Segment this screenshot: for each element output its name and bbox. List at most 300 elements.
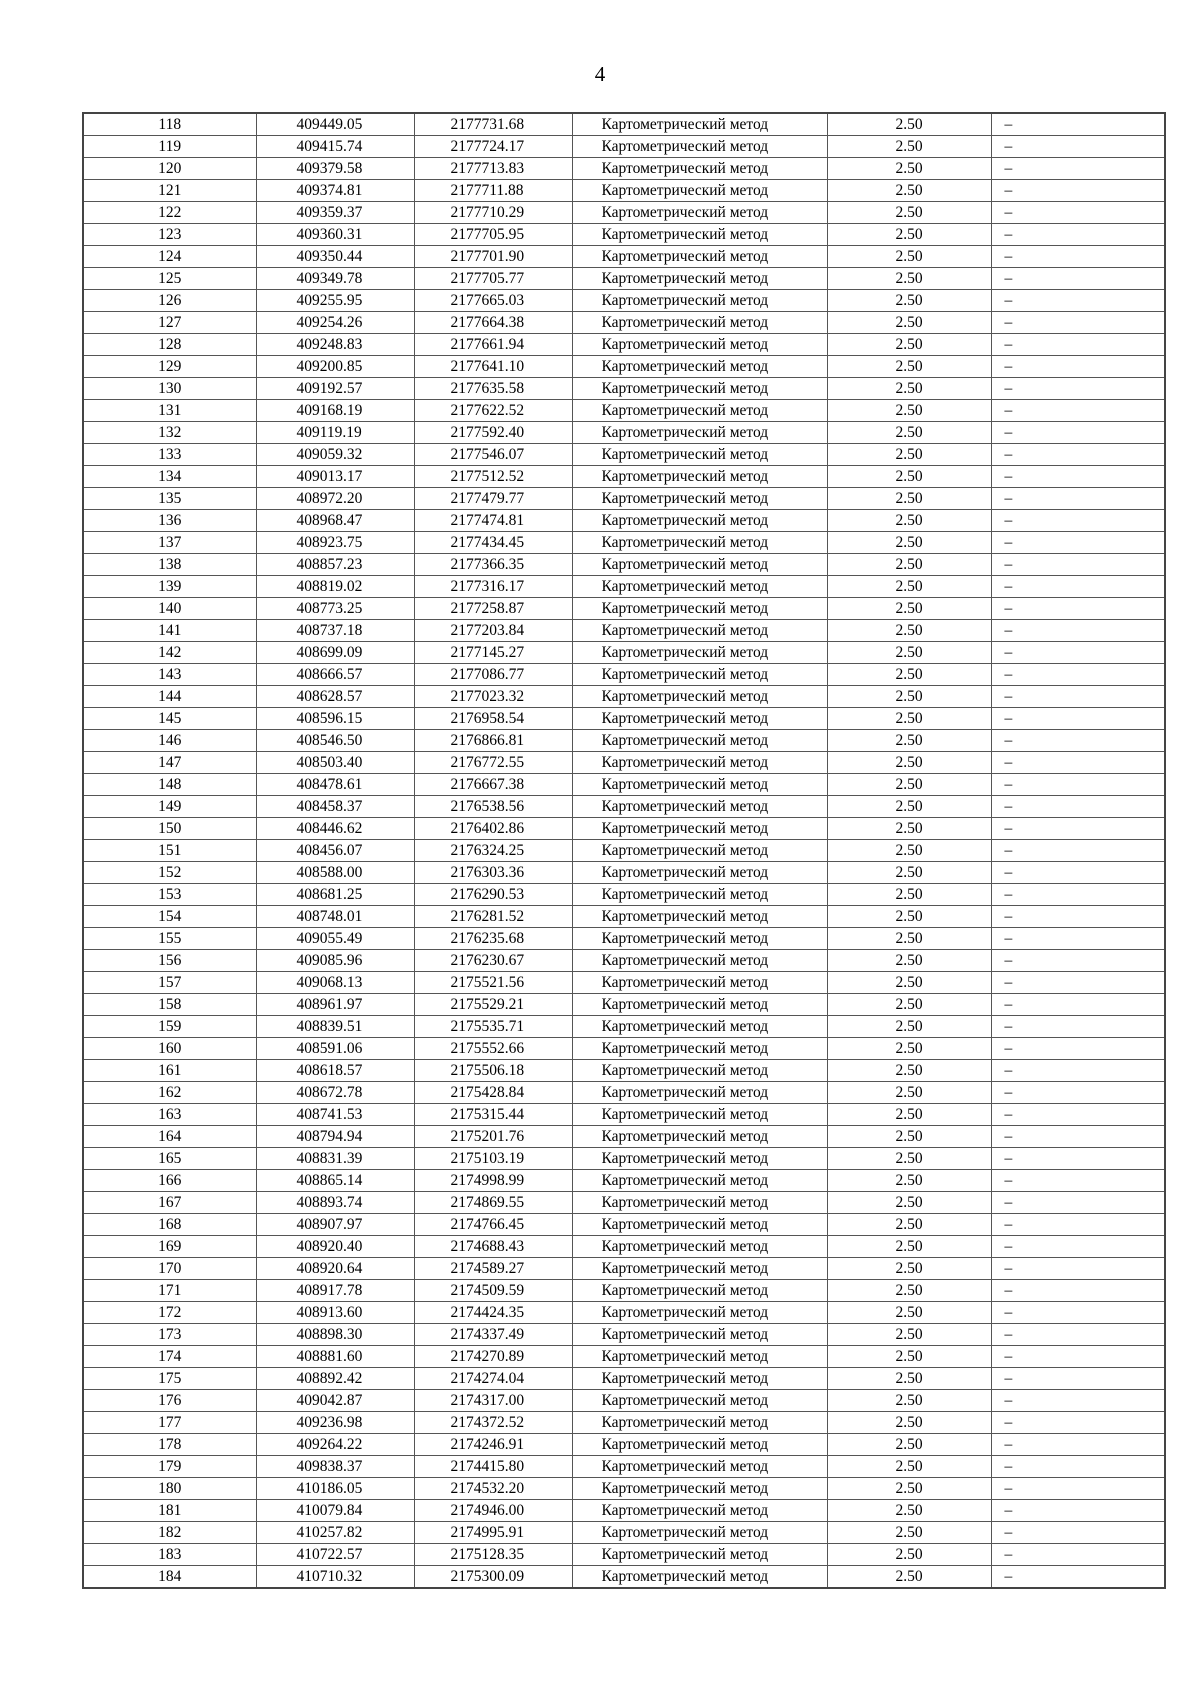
point-number-cell: 158 (83, 994, 256, 1016)
method-cell: Картометрический метод (572, 576, 827, 598)
table-row (83, 1082, 1165, 1104)
table-row (83, 202, 1165, 224)
method-cell: Картометрический метод (572, 774, 827, 796)
method-cell: Картометрический метод (572, 906, 827, 928)
table-row (83, 1544, 1165, 1566)
precision-cell: 2.50 (827, 268, 991, 290)
method-cell: Картометрический метод (572, 796, 827, 818)
description-cell: – (991, 884, 1165, 906)
point-number-cell: 156 (83, 950, 256, 972)
description-cell: – (991, 1456, 1165, 1478)
precision-cell: 2.50 (827, 224, 991, 246)
table-row (83, 642, 1165, 664)
coordinate-y-cell: 2174424.35 (414, 1302, 572, 1324)
description-cell: – (991, 1126, 1165, 1148)
coordinate-x-cell: 408819.02 (256, 576, 414, 598)
description-cell: – (991, 664, 1165, 686)
coordinate-y-cell: 2175521.56 (414, 972, 572, 994)
method-cell: Картометрический метод (572, 1522, 827, 1544)
point-number-cell: 155 (83, 928, 256, 950)
precision-cell: 2.50 (827, 554, 991, 576)
coordinate-y-cell: 2174995.91 (414, 1522, 572, 1544)
point-number-cell: 135 (83, 488, 256, 510)
precision-cell: 2.50 (827, 444, 991, 466)
method-cell: Картометрический метод (572, 113, 827, 136)
coordinate-y-cell: 2177641.10 (414, 356, 572, 378)
table-row (83, 334, 1165, 356)
description-cell: – (991, 1104, 1165, 1126)
method-cell: Картометрический метод (572, 466, 827, 488)
precision-cell: 2.50 (827, 796, 991, 818)
table-row (83, 1412, 1165, 1434)
method-cell: Картометрический метод (572, 994, 827, 1016)
point-number-cell: 143 (83, 664, 256, 686)
method-cell: Картометрический метод (572, 928, 827, 950)
description-cell: – (991, 1412, 1165, 1434)
coordinate-y-cell: 2177710.29 (414, 202, 572, 224)
precision-cell: 2.50 (827, 488, 991, 510)
coordinate-x-cell: 408773.25 (256, 598, 414, 620)
coordinate-y-cell: 2177635.58 (414, 378, 572, 400)
point-number-cell: 137 (83, 532, 256, 554)
coordinate-y-cell: 2177664.38 (414, 312, 572, 334)
coordinate-x-cell: 408913.60 (256, 1302, 414, 1324)
point-number-cell: 150 (83, 818, 256, 840)
coordinate-x-cell: 409264.22 (256, 1434, 414, 1456)
point-number-cell: 163 (83, 1104, 256, 1126)
point-number-cell: 123 (83, 224, 256, 246)
precision-cell: 2.50 (827, 1280, 991, 1302)
method-cell: Картометрический метод (572, 1434, 827, 1456)
coordinate-y-cell: 2177731.68 (414, 113, 572, 136)
description-cell: – (991, 1192, 1165, 1214)
table-row (83, 444, 1165, 466)
table-row (83, 972, 1165, 994)
coordinate-y-cell: 2177592.40 (414, 422, 572, 444)
point-number-cell: 173 (83, 1324, 256, 1346)
method-cell: Картометрический метод (572, 1368, 827, 1390)
description-cell: – (991, 1368, 1165, 1390)
point-number-cell: 132 (83, 422, 256, 444)
description-cell: – (991, 862, 1165, 884)
point-number-cell: 130 (83, 378, 256, 400)
description-cell: – (991, 422, 1165, 444)
point-number-cell: 184 (83, 1566, 256, 1589)
coordinate-y-cell: 2176772.55 (414, 752, 572, 774)
coordinate-y-cell: 2176290.53 (414, 884, 572, 906)
point-number-cell: 172 (83, 1302, 256, 1324)
description-cell: – (991, 686, 1165, 708)
coordinate-x-cell: 408596.15 (256, 708, 414, 730)
point-number-cell: 179 (83, 1456, 256, 1478)
description-cell: – (991, 224, 1165, 246)
description-cell: – (991, 1236, 1165, 1258)
point-number-cell: 141 (83, 620, 256, 642)
method-cell: Картометрический метод (572, 730, 827, 752)
description-cell: – (991, 268, 1165, 290)
description-cell: – (991, 1544, 1165, 1566)
table-row (83, 686, 1165, 708)
method-cell: Картометрический метод (572, 356, 827, 378)
coordinate-y-cell: 2177711.88 (414, 180, 572, 202)
description-cell: – (991, 312, 1165, 334)
point-number-cell: 174 (83, 1346, 256, 1368)
table-row (83, 378, 1165, 400)
table-row (83, 510, 1165, 532)
coordinate-x-cell: 409374.81 (256, 180, 414, 202)
method-cell: Картометрический метод (572, 246, 827, 268)
description-cell: – (991, 598, 1165, 620)
description-cell: – (991, 950, 1165, 972)
method-cell: Картометрический метод (572, 1456, 827, 1478)
precision-cell: 2.50 (827, 1346, 991, 1368)
coordinate-y-cell: 2176324.25 (414, 840, 572, 862)
point-number-cell: 164 (83, 1126, 256, 1148)
coordinate-x-cell: 409085.96 (256, 950, 414, 972)
method-cell: Картометрический метод (572, 400, 827, 422)
method-cell: Картометрический метод (572, 158, 827, 180)
method-cell: Картометрический метод (572, 444, 827, 466)
coordinate-y-cell: 2177701.90 (414, 246, 572, 268)
point-number-cell: 153 (83, 884, 256, 906)
coordinate-y-cell: 2174688.43 (414, 1236, 572, 1258)
point-number-cell: 165 (83, 1148, 256, 1170)
method-cell: Картометрический метод (572, 642, 827, 664)
coordinate-y-cell: 2175506.18 (414, 1060, 572, 1082)
method-cell: Картометрический метод (572, 1544, 827, 1566)
table-row (83, 1016, 1165, 1038)
coordinate-x-cell: 409838.37 (256, 1456, 414, 1478)
precision-cell: 2.50 (827, 730, 991, 752)
precision-cell: 2.50 (827, 752, 991, 774)
description-cell: – (991, 1148, 1165, 1170)
point-number-cell: 144 (83, 686, 256, 708)
precision-cell: 2.50 (827, 1038, 991, 1060)
method-cell: Картометрический метод (572, 884, 827, 906)
method-cell: Картометрический метод (572, 862, 827, 884)
method-cell: Картометрический метод (572, 708, 827, 730)
coordinate-y-cell: 2175315.44 (414, 1104, 572, 1126)
description-cell: – (991, 774, 1165, 796)
method-cell: Картометрический метод (572, 224, 827, 246)
table-row (83, 1038, 1165, 1060)
coordinate-y-cell: 2177434.45 (414, 532, 572, 554)
precision-cell: 2.50 (827, 576, 991, 598)
description-cell: – (991, 1060, 1165, 1082)
precision-cell: 2.50 (827, 312, 991, 334)
point-number-cell: 154 (83, 906, 256, 928)
description-cell: – (991, 1016, 1165, 1038)
description-cell: – (991, 356, 1165, 378)
method-cell: Картометрический метод (572, 1280, 827, 1302)
precision-cell: 2.50 (827, 1148, 991, 1170)
table-row (83, 664, 1165, 686)
description-cell: – (991, 840, 1165, 862)
point-number-cell: 119 (83, 136, 256, 158)
coordinate-x-cell: 408839.51 (256, 1016, 414, 1038)
method-cell: Картометрический метод (572, 1236, 827, 1258)
method-cell: Картометрический метод (572, 1302, 827, 1324)
table-row (83, 1346, 1165, 1368)
table-row (83, 752, 1165, 774)
coordinate-y-cell: 2177203.84 (414, 620, 572, 642)
method-cell: Картометрический метод (572, 554, 827, 576)
coordinate-y-cell: 2177665.03 (414, 290, 572, 312)
table-row (83, 1280, 1165, 1302)
coordinate-x-cell: 409192.57 (256, 378, 414, 400)
precision-cell: 2.50 (827, 1060, 991, 1082)
coordinate-x-cell: 408588.00 (256, 862, 414, 884)
table-row (83, 356, 1165, 378)
coordinate-x-cell: 408892.42 (256, 1368, 414, 1390)
table-row (83, 620, 1165, 642)
coordinate-y-cell: 2175103.19 (414, 1148, 572, 1170)
precision-cell: 2.50 (827, 158, 991, 180)
coordinate-y-cell: 2177366.35 (414, 554, 572, 576)
table-row (83, 1566, 1165, 1589)
method-cell: Картометрический метод (572, 1412, 827, 1434)
table-row (83, 818, 1165, 840)
description-cell: – (991, 1170, 1165, 1192)
coordinate-y-cell: 2177546.07 (414, 444, 572, 466)
method-cell: Картометрический метод (572, 1390, 827, 1412)
point-number-cell: 152 (83, 862, 256, 884)
coordinate-x-cell: 409068.13 (256, 972, 414, 994)
precision-cell: 2.50 (827, 1170, 991, 1192)
precision-cell: 2.50 (827, 290, 991, 312)
description-cell: – (991, 818, 1165, 840)
description-cell: – (991, 202, 1165, 224)
point-number-cell: 145 (83, 708, 256, 730)
table-row (83, 180, 1165, 202)
coordinate-y-cell: 2177713.83 (414, 158, 572, 180)
method-cell: Картометрический метод (572, 1258, 827, 1280)
point-number-cell: 171 (83, 1280, 256, 1302)
description-cell: – (991, 488, 1165, 510)
coordinate-x-cell: 409254.26 (256, 312, 414, 334)
description-cell: – (991, 532, 1165, 554)
precision-cell: 2.50 (827, 113, 991, 136)
method-cell: Картометрический метод (572, 818, 827, 840)
coordinate-x-cell: 408893.74 (256, 1192, 414, 1214)
coordinate-x-cell: 408881.60 (256, 1346, 414, 1368)
coordinate-x-cell: 408741.53 (256, 1104, 414, 1126)
coordinate-y-cell: 2177705.95 (414, 224, 572, 246)
description-cell: – (991, 1258, 1165, 1280)
coordinate-x-cell: 409059.32 (256, 444, 414, 466)
method-cell: Картометрический метод (572, 1346, 827, 1368)
method-cell: Картометрический метод (572, 532, 827, 554)
point-number-cell: 182 (83, 1522, 256, 1544)
table-row (83, 466, 1165, 488)
coordinate-y-cell: 2177724.17 (414, 136, 572, 158)
coordinate-y-cell: 2174317.00 (414, 1390, 572, 1412)
method-cell: Картометрический метод (572, 136, 827, 158)
precision-cell: 2.50 (827, 598, 991, 620)
table-row (83, 906, 1165, 928)
coordinate-y-cell: 2175300.09 (414, 1566, 572, 1589)
precision-cell: 2.50 (827, 862, 991, 884)
coordinate-x-cell: 409449.05 (256, 113, 414, 136)
precision-cell: 2.50 (827, 400, 991, 422)
precision-cell: 2.50 (827, 1082, 991, 1104)
coordinate-y-cell: 2174415.80 (414, 1456, 572, 1478)
table-row (83, 774, 1165, 796)
table-row (83, 224, 1165, 246)
coordinate-x-cell: 409236.98 (256, 1412, 414, 1434)
point-number-cell: 183 (83, 1544, 256, 1566)
table-row (83, 1236, 1165, 1258)
precision-cell: 2.50 (827, 378, 991, 400)
table-row (83, 1478, 1165, 1500)
table-row (83, 884, 1165, 906)
point-number-cell: 149 (83, 796, 256, 818)
coordinate-x-cell: 409360.31 (256, 224, 414, 246)
precision-cell: 2.50 (827, 1390, 991, 1412)
table-row (83, 1258, 1165, 1280)
coordinate-y-cell: 2174589.27 (414, 1258, 572, 1280)
precision-cell: 2.50 (827, 906, 991, 928)
description-cell: – (991, 576, 1165, 598)
description-cell: – (991, 906, 1165, 928)
table-row (83, 1500, 1165, 1522)
coordinate-y-cell: 2174274.04 (414, 1368, 572, 1390)
coordinate-x-cell: 408898.30 (256, 1324, 414, 1346)
method-cell: Картометрический метод (572, 950, 827, 972)
description-cell: – (991, 554, 1165, 576)
method-cell: Картометрический метод (572, 1148, 827, 1170)
description-cell: – (991, 180, 1165, 202)
coordinate-x-cell: 408591.06 (256, 1038, 414, 1060)
coordinate-x-cell: 408972.20 (256, 488, 414, 510)
method-cell: Картометрический метод (572, 686, 827, 708)
description-cell: – (991, 1522, 1165, 1544)
coordinate-y-cell: 2177622.52 (414, 400, 572, 422)
table-row (83, 950, 1165, 972)
method-cell: Картометрический метод (572, 334, 827, 356)
point-number-cell: 146 (83, 730, 256, 752)
method-cell: Картометрический метод (572, 840, 827, 862)
table-row (83, 312, 1165, 334)
description-cell: – (991, 994, 1165, 1016)
point-number-cell: 134 (83, 466, 256, 488)
method-cell: Картометрический метод (572, 598, 827, 620)
coordinate-y-cell: 2177316.17 (414, 576, 572, 598)
precision-cell: 2.50 (827, 1126, 991, 1148)
point-number-cell: 168 (83, 1214, 256, 1236)
precision-cell: 2.50 (827, 1456, 991, 1478)
point-number-cell: 175 (83, 1368, 256, 1390)
description-cell: – (991, 1038, 1165, 1060)
point-number-cell: 147 (83, 752, 256, 774)
coordinate-y-cell: 2176866.81 (414, 730, 572, 752)
coordinate-x-cell: 408681.25 (256, 884, 414, 906)
table-row (83, 246, 1165, 268)
coordinate-x-cell: 409350.44 (256, 246, 414, 268)
coordinate-x-cell: 408618.57 (256, 1060, 414, 1082)
point-number-cell: 162 (83, 1082, 256, 1104)
table-row (83, 708, 1165, 730)
coordinate-y-cell: 2176230.67 (414, 950, 572, 972)
precision-cell: 2.50 (827, 422, 991, 444)
description-cell: – (991, 444, 1165, 466)
coordinate-x-cell: 408456.07 (256, 840, 414, 862)
table-row (83, 422, 1165, 444)
precision-cell: 2.50 (827, 1324, 991, 1346)
coordinate-x-cell: 409415.74 (256, 136, 414, 158)
method-cell: Картометрический метод (572, 1324, 827, 1346)
precision-cell: 2.50 (827, 1544, 991, 1566)
coordinate-x-cell: 408968.47 (256, 510, 414, 532)
method-cell: Картометрический метод (572, 1082, 827, 1104)
method-cell: Картометрический метод (572, 180, 827, 202)
point-number-cell: 176 (83, 1390, 256, 1412)
precision-cell: 2.50 (827, 510, 991, 532)
point-number-cell: 133 (83, 444, 256, 466)
point-number-cell: 122 (83, 202, 256, 224)
table-row (83, 1104, 1165, 1126)
precision-cell: 2.50 (827, 686, 991, 708)
coordinate-y-cell: 2176538.56 (414, 796, 572, 818)
coordinate-x-cell: 409168.19 (256, 400, 414, 422)
precision-cell: 2.50 (827, 774, 991, 796)
coordinate-y-cell: 2175529.21 (414, 994, 572, 1016)
table-row (83, 840, 1165, 862)
method-cell: Картометрический метод (572, 202, 827, 224)
description-cell: – (991, 378, 1165, 400)
coordinate-x-cell: 409042.87 (256, 1390, 414, 1412)
precision-cell: 2.50 (827, 1478, 991, 1500)
coordinate-y-cell: 2175552.66 (414, 1038, 572, 1060)
table-row (83, 730, 1165, 752)
coordinate-x-cell: 409119.19 (256, 422, 414, 444)
precision-cell: 2.50 (827, 1500, 991, 1522)
precision-cell: 2.50 (827, 1236, 991, 1258)
coordinate-x-cell: 409013.17 (256, 466, 414, 488)
description-cell: – (991, 1214, 1165, 1236)
coordinate-x-cell: 410079.84 (256, 1500, 414, 1522)
precision-cell: 2.50 (827, 1412, 991, 1434)
table-row (83, 1324, 1165, 1346)
description-cell: – (991, 290, 1165, 312)
table-row (83, 862, 1165, 884)
point-number-cell: 157 (83, 972, 256, 994)
description-cell: – (991, 334, 1165, 356)
coordinate-y-cell: 2177086.77 (414, 664, 572, 686)
coordinate-x-cell: 408923.75 (256, 532, 414, 554)
coordinate-y-cell: 2174766.45 (414, 1214, 572, 1236)
precision-cell: 2.50 (827, 950, 991, 972)
table-row (83, 1126, 1165, 1148)
table-row (83, 290, 1165, 312)
table-row (83, 796, 1165, 818)
method-cell: Картометрический метод (572, 1566, 827, 1589)
coordinate-y-cell: 2174998.99 (414, 1170, 572, 1192)
precision-cell: 2.50 (827, 1566, 991, 1589)
precision-cell: 2.50 (827, 818, 991, 840)
point-number-cell: 159 (83, 1016, 256, 1038)
coordinate-y-cell: 2176281.52 (414, 906, 572, 928)
table-row (83, 113, 1165, 136)
precision-cell: 2.50 (827, 532, 991, 554)
point-number-cell: 131 (83, 400, 256, 422)
coordinate-y-cell: 2174532.20 (414, 1478, 572, 1500)
description-cell: – (991, 466, 1165, 488)
point-number-cell: 118 (83, 113, 256, 136)
description-cell: – (991, 1302, 1165, 1324)
precision-cell: 2.50 (827, 1258, 991, 1280)
description-cell: – (991, 972, 1165, 994)
